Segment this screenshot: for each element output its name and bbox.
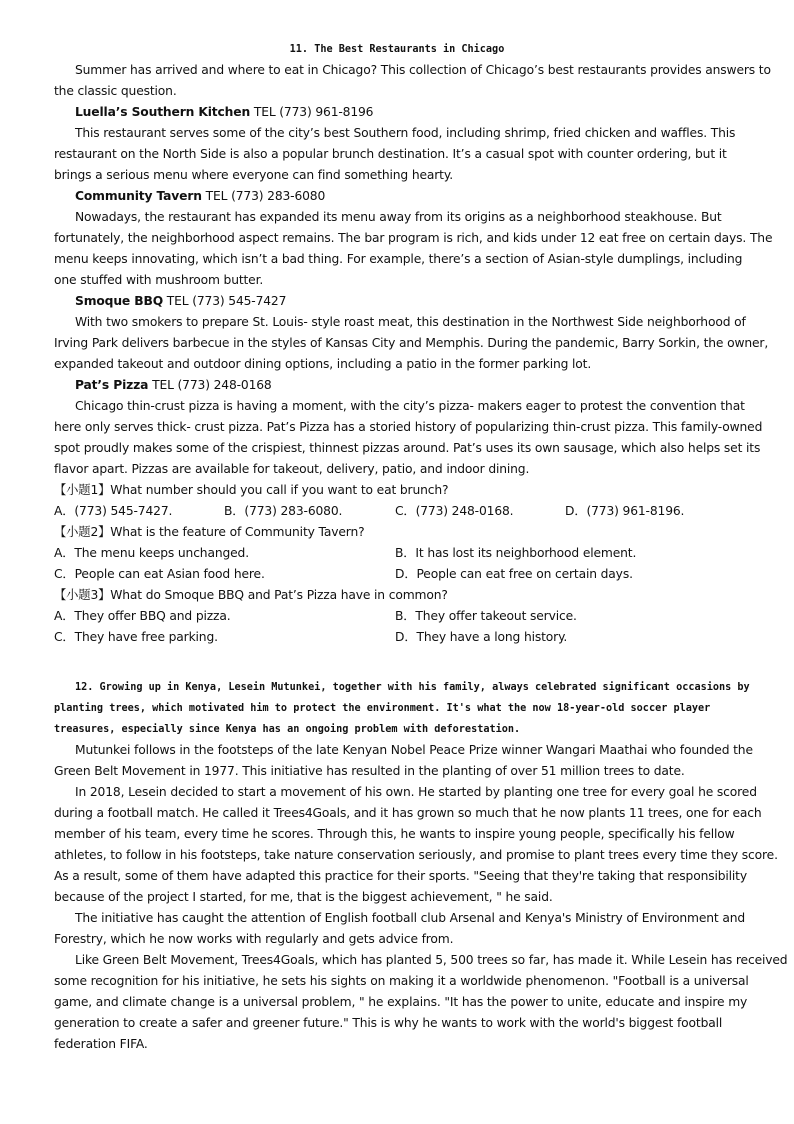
answer-option: A．(773) 545-7427.	[54, 504, 173, 518]
section-12-intro-line: treasures, especially since Kenya has an ongoing problem with deforestation.	[54, 724, 521, 735]
paragraph-line: Green Belt Movement in 1977. This initiative has resulted in the planting of over 51 million trees to date.	[54, 764, 685, 778]
paragraph-line: federation FIFA.	[54, 1037, 148, 1051]
section-12-intro-line: planting trees, which motivated him to protect the environment. It's what the now 18-year-old soccer player	[54, 703, 711, 714]
restaurant-heading	[75, 291, 744, 312]
paragraph-line: This restaurant serves some of the city’s best Southern food, including shrimp, fried chicken and waffles. This	[75, 126, 736, 140]
question-stem: 【小题3】What do Smoque BBQ and Pat’s Pizza have in common?	[54, 588, 448, 602]
paragraph-line: during a football match. He called it Trees4Goals, and it has grown so much that he now plants 11 trees, one for each	[54, 806, 762, 820]
restaurant-tel: TEL (773) 961-8196	[250, 105, 374, 119]
intro-line: Summer has arrived and where to eat in Chicago? This collection of Chicago’s best restaurants provides answers to	[75, 63, 771, 77]
question-stem: 【小题1】What number should you call if you want to eat brunch?	[54, 483, 449, 497]
restaurant-heading	[75, 375, 744, 396]
paragraph-line: restaurant on the North Side is also a popular brunch destination. It’s a casual spot with counter ordering, but it	[54, 147, 727, 161]
restaurant-name: Pat’s Pizza	[75, 378, 149, 392]
answer-option: C．(773) 248-0168.	[395, 504, 514, 518]
answer-option: B．It has lost its neighborhood element.	[395, 546, 637, 560]
paragraph-line: Like Green Belt Movement, Trees4Goals, which has planted 5, 500 trees so far, has made it. While Lesein has received	[75, 953, 788, 967]
answer-option: B．(773) 283-6080.	[224, 504, 343, 518]
restaurant-heading	[75, 186, 744, 207]
restaurant-name: Luella’s Southern Kitchen	[75, 105, 251, 119]
paragraph-line: some recognition for his initiative, he sets his sights on making it a worldwide phenomenon. "Football is a universal	[54, 974, 749, 988]
restaurant-name: Smoque BBQ	[75, 294, 163, 308]
restaurant-tel: TEL (773) 283-6080	[201, 189, 326, 203]
intro-line: the classic question.	[54, 84, 177, 98]
paragraph-line: fortunately, the neighborhood aspect remains. The bar program is rich, and kids under 12 eat free on certain days. The	[54, 231, 773, 245]
paragraph-line: spot proudly makes some of the crispiest, thinnest pizzas around. Pat’s uses its own sausage, which also helps set its	[54, 441, 761, 455]
paragraph-line: member of his team, every time he scores. Through this, he wants to inspire young people, specifically his fellow	[54, 827, 735, 841]
section-11-title: 11. The Best Restaurants in Chicago	[289, 44, 505, 55]
paragraph-line: game, and climate change is a universal problem, " he explains. "It has the power to unite, educate and inspire my	[54, 995, 748, 1009]
paragraph-line: flavor apart. Pizzas are available for takeout, delivery, patio, and indoor dining.	[54, 462, 530, 476]
paragraph-line: Chicago thin-crust pizza is having a moment, with the city’s pizza- makers eager to protest the convention that	[75, 399, 745, 413]
paragraph-line: In 2018, Lesein decided to start a movement of his own. He started by planting one tree for every goal he scored	[75, 785, 757, 799]
answer-option: A．They offer BBQ and pizza.	[54, 609, 231, 623]
paragraph-line: because of the project I started, for me, that is the biggest achievement, " he said.	[54, 890, 553, 904]
paragraph-line: With two smokers to prepare St. Louis- style roast meat, this destination in the Northwest Side neighborhood of	[75, 315, 746, 329]
paragraph-line: Forestry, which he now works with regularly and gets advice from.	[54, 932, 454, 946]
paragraph-line: Nowadays, the restaurant has expanded its menu away from its origins as a neighborhood steakhouse. But	[75, 210, 722, 224]
paragraph-line: Irving Park delivers barbecue in the styles of Kansas City and Memphis. During the pandemic, Barry Sorkin, the owner,	[54, 336, 769, 350]
section-12-intro-line: 12. Growing up in Kenya, Lesein Mutunkei, together with his family, always celebrated significant occasions by	[75, 682, 750, 693]
paragraph-line: one stuffed with mushroom butter.	[54, 273, 264, 287]
paragraph-line: expanded takeout and outdoor dining options, including a patio in the former parking lot.	[54, 357, 592, 371]
paragraph-line: generation to create a safer and greener future." This is why he wants to work with the world's biggest football	[54, 1016, 723, 1030]
answer-option: D．(773) 961-8196.	[565, 504, 685, 518]
restaurant-tel: TEL (773) 545-7427	[163, 294, 287, 308]
paragraph-line: menu keeps innovating, which isn’t a bad thing. For example, there’s a section of Asian-style dumplings, including	[54, 252, 743, 266]
paragraph-line: As a result, some of them have adapted this practice for their sports. "Seeing that they're taking that responsibility	[54, 869, 747, 883]
answer-option: C．People can eat Asian food here.	[54, 567, 265, 581]
answer-option: D．They have a long history.	[395, 630, 568, 644]
answer-option: B．They offer takeout service.	[395, 609, 577, 623]
question-stem: 【小题2】What is the feature of Community Tavern?	[54, 525, 365, 539]
paragraph-line: athletes, to follow in his footsteps, take nature conservation seriously, and promise to plant trees every time they score.	[54, 848, 778, 862]
answer-option: D．People can eat free on certain days.	[395, 567, 633, 581]
answer-option: C．They have free parking.	[54, 630, 218, 644]
paragraph-line: brings a serious menu where everyone can find something hearty.	[54, 168, 453, 182]
paragraph-line: Mutunkei follows in the footsteps of the late Kenyan Nobel Peace Prize winner Wangari Maathai who founded the	[75, 743, 753, 757]
paragraph-line: here only serves thick- crust pizza. Pat’s Pizza has a storied history of popularizing thin-crust pizza. This family-owned	[54, 420, 763, 434]
restaurant-tel: TEL (773) 248-0168	[148, 378, 272, 392]
paragraph-line: The initiative has caught the attention of English football club Arsenal and Kenya's Ministry of Environment and	[75, 911, 746, 925]
restaurant-heading	[75, 102, 744, 123]
answer-option: A．The menu keeps unchanged.	[54, 546, 249, 560]
restaurant-name: Community Tavern	[75, 189, 202, 203]
